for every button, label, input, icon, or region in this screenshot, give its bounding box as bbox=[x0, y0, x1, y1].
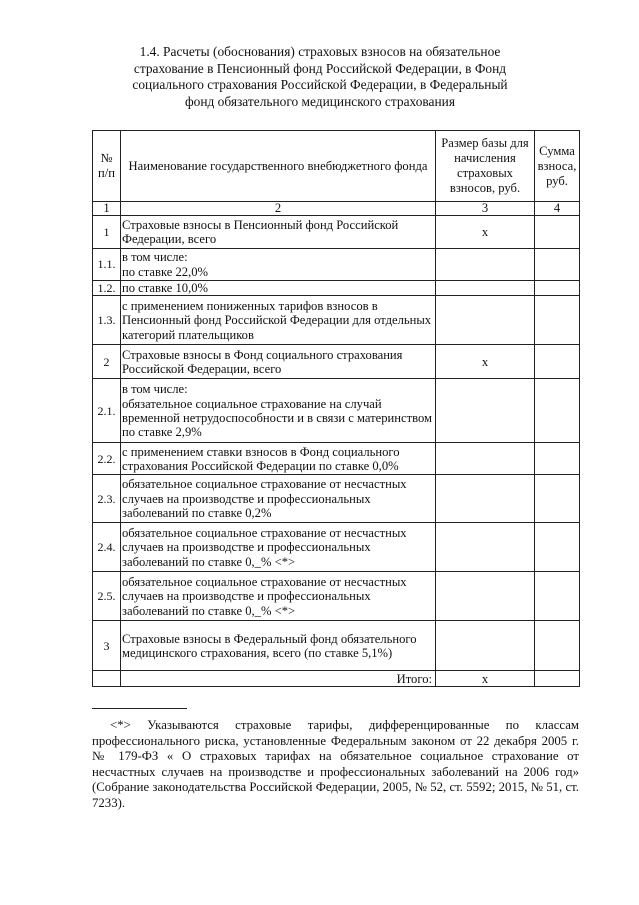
row-sum-value bbox=[535, 216, 580, 249]
row-base-value bbox=[436, 281, 535, 296]
row-number: 2.2. bbox=[93, 443, 121, 475]
column-number: 1 bbox=[93, 202, 121, 216]
row-base-value bbox=[436, 475, 535, 523]
row-fund-name: обязательное социальное страхование от несчастных случаев на производстве и профессиональных заболеваний по ставке 0,2% bbox=[121, 475, 436, 523]
row-sum-value bbox=[535, 296, 580, 345]
table-row bbox=[93, 281, 580, 296]
row-sum-value bbox=[535, 621, 580, 671]
row-number: 1.3. bbox=[93, 296, 121, 345]
row-sum-value bbox=[535, 443, 580, 475]
row-fund-name: в том числе: по ставке 22,0% bbox=[121, 249, 436, 281]
row-fund-name: обязательное социальное страхование от несчастных случаев на производстве и профессиональных заболеваний по ставке 0,_% <*> bbox=[121, 523, 436, 572]
row-sum-value bbox=[535, 475, 580, 523]
row-sum-value bbox=[535, 249, 580, 281]
row-base-value bbox=[436, 296, 535, 345]
row-base-value bbox=[436, 523, 535, 572]
row-sum-value bbox=[535, 345, 580, 379]
row-fund-name: с применением ставки взносов в Фонд социального страхования Российской Федерации по ставке 0,0% bbox=[121, 443, 436, 475]
row-base-value: х bbox=[436, 345, 535, 379]
header-sum: Сумма взноса, руб. bbox=[535, 131, 580, 202]
row-number: 1.2. bbox=[93, 281, 121, 296]
row-fund-name: обязательное социальное страхование от несчастных случаев на производстве и профессиональных заболеваний по ставке 0,_% <*> bbox=[121, 572, 436, 621]
row-number: 2 bbox=[93, 345, 121, 379]
table-row bbox=[93, 345, 580, 379]
row-base-value bbox=[436, 572, 535, 621]
row-sum-value bbox=[535, 523, 580, 572]
table-row bbox=[93, 572, 580, 621]
row-number: 2.1. bbox=[93, 379, 121, 443]
row-fund-name: по ставке 10,0% bbox=[121, 281, 436, 296]
total-empty-cell bbox=[93, 671, 121, 687]
row-number: 2.4. bbox=[93, 523, 121, 572]
column-number: 2 bbox=[121, 202, 436, 216]
row-base-value: х bbox=[436, 216, 535, 249]
row-base-value bbox=[436, 379, 535, 443]
row-fund-name: в том числе: обязательное социальное страхование на случай временной нетрудоспособности и в связи с материнством по ставке 2,9% bbox=[121, 379, 436, 443]
row-fund-name: Страховые взносы в Фонд социального страхования Российской Федерации, всего bbox=[121, 345, 436, 379]
total-sum-value bbox=[535, 671, 580, 687]
row-sum-value bbox=[535, 281, 580, 296]
total-row bbox=[93, 671, 580, 687]
column-number: 3 bbox=[436, 202, 535, 216]
total-label: Итого: bbox=[121, 671, 436, 687]
table-row bbox=[93, 216, 580, 249]
table-row bbox=[93, 523, 580, 572]
row-number: 2.3. bbox=[93, 475, 121, 523]
row-base-value bbox=[436, 621, 535, 671]
footnote-divider bbox=[92, 708, 187, 709]
table-row bbox=[93, 249, 580, 281]
table-row bbox=[93, 475, 580, 523]
row-fund-name: Страховые взносы в Федеральный фонд обязательного медицинского страхования, всего (по ставке 5,1%) bbox=[121, 621, 436, 671]
row-fund-name: Страховые взносы в Пенсионный фонд Российской Федерации, всего bbox=[121, 216, 436, 249]
table-row bbox=[93, 296, 580, 345]
row-base-value bbox=[436, 249, 535, 281]
row-sum-value bbox=[535, 379, 580, 443]
table-row bbox=[93, 443, 580, 475]
header-num: № п/п bbox=[93, 131, 121, 202]
row-number: 2.5. bbox=[93, 572, 121, 621]
table-header-row bbox=[93, 131, 580, 202]
row-number: 1 bbox=[93, 216, 121, 249]
header-base: Размер базы для начисления страховых взносов, руб. bbox=[436, 131, 535, 202]
column-number: 4 bbox=[535, 202, 580, 216]
row-number: 1.1. bbox=[93, 249, 121, 281]
header-name: Наименование государственного внебюджетного фонда bbox=[121, 131, 436, 202]
table-row bbox=[93, 621, 580, 671]
column-numbers-row bbox=[93, 202, 580, 216]
table-row bbox=[93, 379, 580, 443]
footnote: <*> Указываются страховые тарифы, дифференцированные по классам профессионального риска, установленные Федеральным законом от 22 декабря 2005 г. № 179-ФЗ « О страховых тарифах на обязательное социальное страхование от несчастных случаев на производстве и профессиональных заболеваний на 2006 год» (Собрание законодательства Российской Федерации, 2005, № 52, ст. 5592; 2015, № 51, ст. 7233). bbox=[92, 718, 579, 810]
row-number: 3 bbox=[93, 621, 121, 671]
row-fund-name: с применением пониженных тарифов взносов в Пенсионный фонд Российской Федерации для отдельных категорий плательщиков bbox=[121, 296, 436, 345]
contributions-table bbox=[92, 130, 580, 687]
total-base-value: х bbox=[436, 671, 535, 687]
row-base-value bbox=[436, 443, 535, 475]
row-sum-value bbox=[535, 572, 580, 621]
section-title: 1.4. Расчеты (обоснования) страховых взносов на обязательное страхование в Пенсионный фонд Российской Федерации, в Фонд социального страхования Российской Федерации, в Федеральный фонд обязательного медицинского страхования bbox=[132, 44, 508, 109]
